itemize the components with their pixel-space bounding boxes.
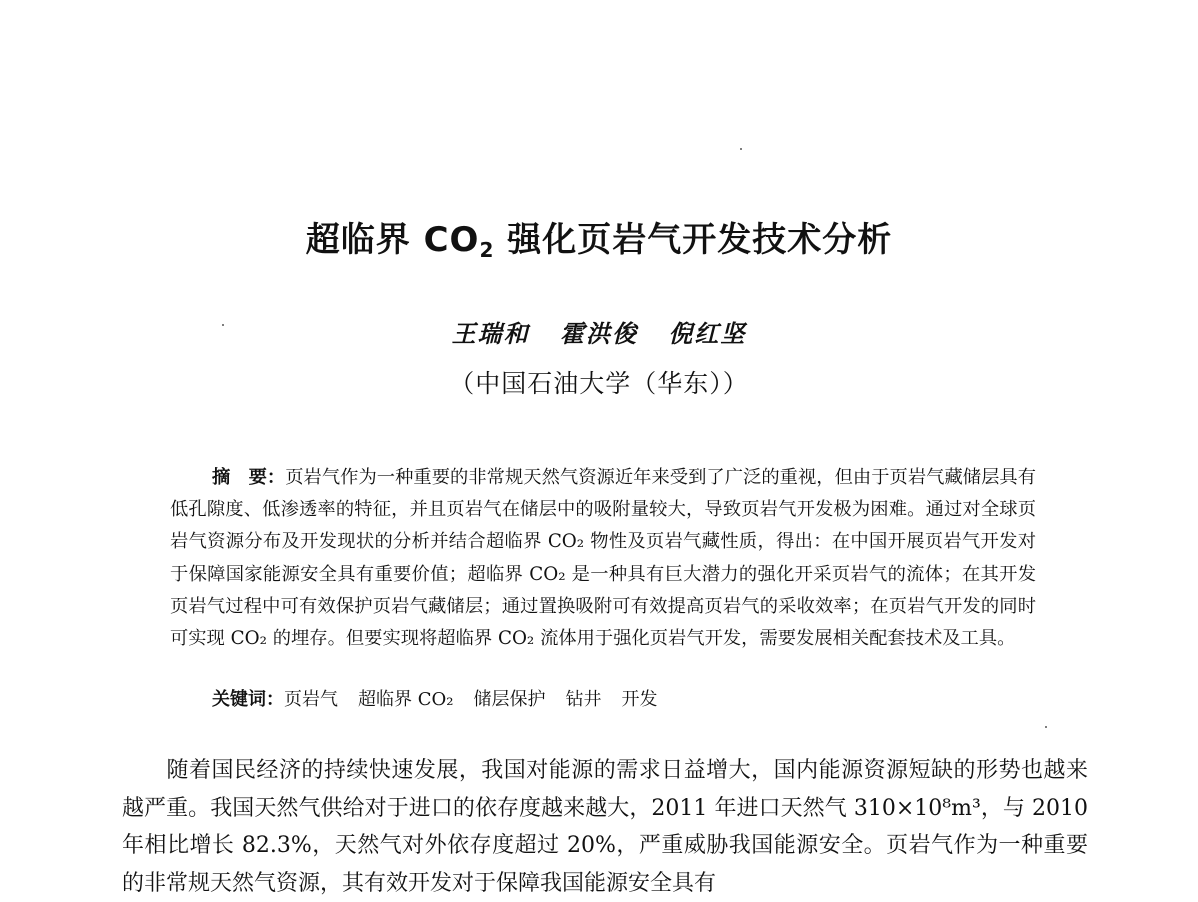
abstract-text: 页岩气作为一种重要的非常规天然气资源近年来受到了广泛的重视，但由于页岩气藏储层具有低孔隙度、低渗透率的特征，并且页岩气在储层中的吸附量较大，导致页岩气开发极为困难。通过对全球页岩气资源分布及开发现状的分析并结合超临界 CO₂ 物性及页岩气藏性质，得出：在中国开展页岩气开发对于保障国家能源安全具有重要价值；超临界 CO₂ 是一种具有巨大潜力的强化开采页岩气的流体；在其开发页岩气过程中可有效保护页岩气藏储层；通过置换吸附可有效提高页岩气的采收效率；在页岩气开发的同时可实现 CO₂ 的埋存。但要实现将超临界 CO₂ 流体用于强化页岩气开发，需要发展相关配套技术及工具。 <box>170 467 1037 650</box>
keyword: 页岩气 <box>284 689 338 710</box>
body-paragraph <box>122 752 1088 902</box>
abstract <box>170 462 1036 655</box>
body-text: 随着国民经济的持续快速发展，我国对能源的需求日益增大，国内能源资源短缺的形势也越来越严重。我国天然气供给对于进口的依存度越来越大，2011 年进口天然气 310×10⁸m³，与 2010 年相比增长 82.3%，天然气对外依存度超过 20%，严重威胁我国能源安全。页岩气作为一种重要的非常规天然气资源，其有效开发对于保障我国能源安全具有 <box>122 758 1088 896</box>
keywords <box>212 686 677 714</box>
abstract-label: 摘 要： <box>212 467 286 488</box>
keyword: 开发 <box>621 689 658 710</box>
scan-speck <box>740 148 742 150</box>
keyword: 超临界 CO₂ <box>358 689 454 710</box>
author-name: 倪红坚 <box>668 319 747 348</box>
scan-speck <box>222 324 224 326</box>
keyword: 储层保护 <box>473 689 546 710</box>
paper-title <box>0 212 1198 262</box>
keywords-label: 关键词： <box>212 689 284 710</box>
title-text-pre: 超临界 CO <box>305 220 480 260</box>
keyword: 钻井 <box>565 689 602 710</box>
author-name: 王瑞和 <box>451 319 530 348</box>
title-text-post: 强化页岩气开发技术分析 <box>494 220 893 260</box>
scan-speck <box>1045 726 1047 728</box>
author-name: 霍洪俊 <box>560 319 638 348</box>
affiliation: （中国石油大学（华东）） <box>449 369 749 398</box>
title-subscript: 2 <box>479 238 495 262</box>
author-list <box>0 314 1198 349</box>
